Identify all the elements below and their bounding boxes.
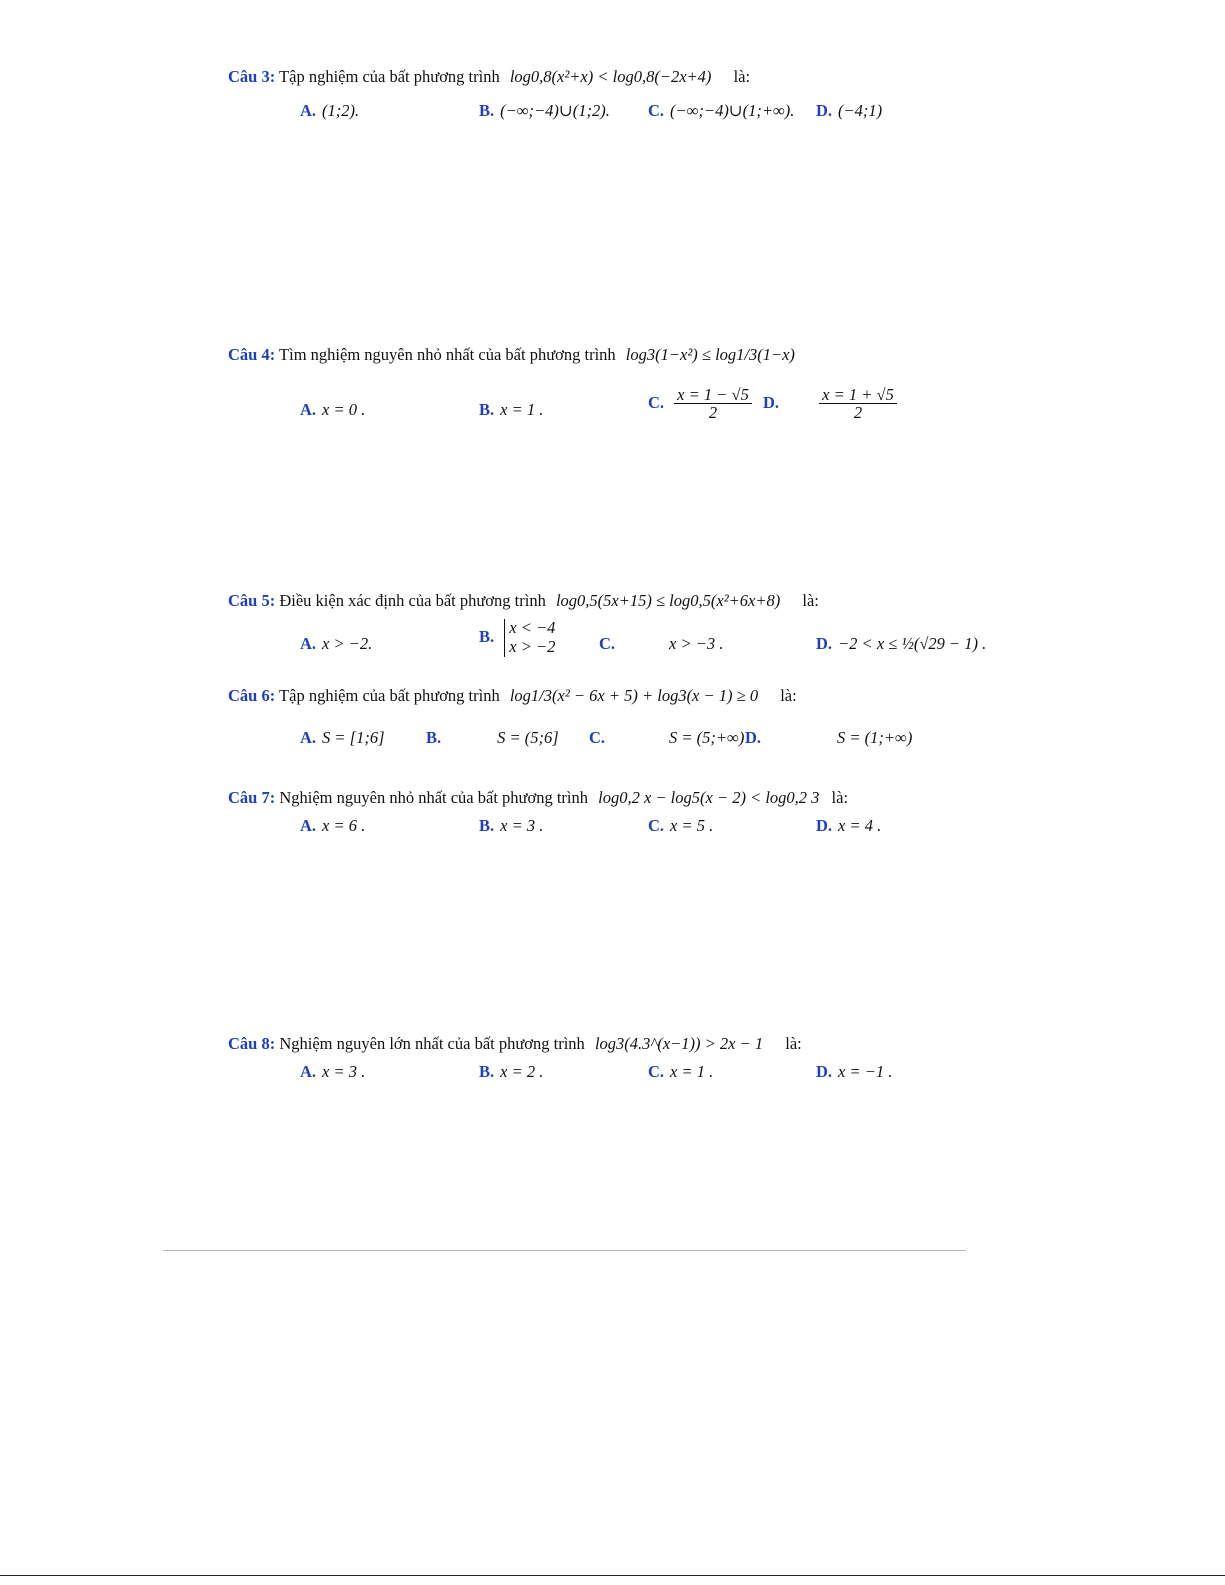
option-value: x = 5 . [670, 816, 714, 835]
option-value: x = 3 . [322, 1062, 366, 1081]
option-d[interactable] [816, 816, 881, 836]
option-letter: C. [648, 1062, 665, 1081]
option-value: x = 2 . [500, 1062, 544, 1081]
option-value: −2 < x ≤ ½(√29 − 1) . [838, 634, 987, 653]
question-text: Tìm nghiệm nguyên nhỏ nhất của bất phương trình [279, 345, 616, 364]
question-text: Tập nghiệm của bất phương trình [279, 686, 500, 705]
option-a[interactable] [300, 634, 372, 654]
system-line: x > −2 [509, 636, 556, 656]
option-value: S = (5;6] [497, 728, 559, 747]
fraction-numerator: x = 1 − √5 [674, 386, 752, 404]
option-value: (−4;1) [838, 101, 883, 120]
option-c[interactable] [589, 728, 744, 748]
question-text: Nghiệm nguyên nhỏ nhất của bất phương trình [279, 788, 588, 807]
option-c[interactable] [648, 101, 794, 121]
option-letter: B. [426, 728, 442, 747]
option-a[interactable] [300, 1062, 365, 1082]
question-label: Câu 5: [228, 591, 276, 610]
inequality-system [504, 619, 555, 657]
option-value: x = 3 . [500, 816, 544, 835]
question-3 [228, 67, 750, 87]
option-b[interactable] [479, 1062, 543, 1082]
question-label: Câu 3: [228, 67, 276, 86]
option-value: (−∞;−4)∪(1;+∞). [670, 101, 795, 120]
option-a[interactable] [300, 816, 365, 836]
option-letter: D. [816, 634, 833, 653]
fraction-denominator: 2 [708, 403, 718, 423]
question-suffix: là: [785, 1034, 802, 1053]
option-c[interactable] [599, 634, 723, 654]
question-label: Câu 7: [228, 788, 276, 807]
option-letter: A. [300, 728, 317, 747]
option-b[interactable] [479, 619, 555, 657]
option-letter: D. [816, 1062, 833, 1081]
option-letter: A. [300, 1062, 317, 1081]
fraction [674, 386, 752, 422]
question-suffix: là: [802, 591, 819, 610]
fraction [819, 386, 897, 422]
option-letter: B. [479, 626, 495, 646]
question-math: log0,5(5x+15) ≤ log0,5(x²+6x+8) [555, 591, 781, 610]
page-divider [163, 1250, 966, 1251]
option-a[interactable] [300, 728, 385, 748]
option-value: (−∞;−4)∪(1;2). [500, 101, 610, 120]
option-value: S = [1;6] [322, 728, 385, 747]
option-b[interactable] [479, 101, 610, 121]
question-text: Điều kiện xác định của bất phương trình [279, 591, 546, 610]
question-math: log0,2 x − log5(x − 2) < log0,2 3 [598, 788, 820, 807]
option-value: x = 4 . [838, 816, 882, 835]
option-letter: A. [300, 400, 317, 419]
option-letter: D. [763, 392, 780, 412]
option-d[interactable] [745, 728, 912, 748]
option-letter: D. [816, 816, 833, 835]
option-letter: C. [589, 728, 606, 747]
question-suffix: là: [831, 788, 849, 807]
option-letter: B. [479, 1062, 495, 1081]
option-letter: C. [599, 634, 616, 653]
question-math: log3(1−x²) ≤ log1/3(1−x) [625, 345, 795, 364]
option-c[interactable] [648, 386, 752, 422]
question-math: log3(4.3^(x−1)) > 2x − 1 [594, 1034, 764, 1053]
option-letter: B. [479, 400, 495, 419]
option-letter: C. [648, 392, 665, 412]
option-d[interactable] [816, 101, 882, 121]
option-value: x = 0 . [322, 400, 366, 419]
option-c[interactable] [648, 816, 713, 836]
option-value: S = (1;+∞) [837, 728, 913, 747]
question-suffix: là: [780, 686, 797, 705]
option-letter: A. [300, 634, 317, 653]
fraction-denominator: 2 [853, 403, 863, 423]
option-a[interactable] [300, 101, 359, 121]
option-c[interactable] [648, 1062, 713, 1082]
fraction-numerator: x = 1 + √5 [819, 386, 897, 404]
option-d[interactable] [816, 634, 986, 654]
option-letter: B. [479, 816, 495, 835]
option-letter: C. [648, 101, 665, 120]
option-value: x = 1 . [670, 1062, 714, 1081]
option-a[interactable] [300, 400, 365, 420]
option-d[interactable] [816, 1062, 892, 1082]
question-text: Tập nghiệm của bất phương trình [279, 67, 500, 86]
option-value: (1;2). [322, 101, 360, 120]
question-5 [228, 591, 819, 611]
option-d[interactable] [763, 386, 897, 422]
option-letter: D. [816, 101, 833, 120]
system-line: x < −4 [509, 618, 556, 637]
option-value: x = −1 . [838, 1062, 893, 1081]
option-value: x = 6 . [322, 816, 366, 835]
page-bottom-border [0, 1575, 1225, 1576]
question-text: Nghiệm nguyên lớn nhất của bất phương trình [279, 1034, 585, 1053]
option-b[interactable] [479, 816, 543, 836]
question-label: Câu 4: [228, 345, 276, 364]
option-value: x > −2. [322, 634, 373, 653]
option-value: x = 1 . [500, 400, 544, 419]
option-b[interactable] [426, 728, 559, 748]
question-math: log1/3(x² − 6x + 5) + log3(x − 1) ≥ 0 [509, 686, 759, 705]
option-value: x > −3 . [669, 634, 724, 653]
question-suffix: là: [733, 67, 751, 86]
question-label: Câu 8: [228, 1034, 276, 1053]
question-8 [228, 1034, 802, 1054]
question-7 [228, 788, 848, 808]
option-letter: A. [300, 816, 317, 835]
option-letter: C. [648, 816, 665, 835]
option-letter: A. [300, 101, 317, 120]
question-math: log0,8(x²+x) < log0,8(−2x+4) [509, 67, 712, 86]
question-6 [228, 686, 797, 706]
option-letter: D. [745, 728, 762, 747]
question-label: Câu 6: [228, 686, 276, 705]
option-b[interactable] [479, 400, 543, 420]
option-value: S = (5;+∞) [669, 728, 745, 747]
question-4 [228, 345, 795, 365]
option-letter: B. [479, 101, 495, 120]
